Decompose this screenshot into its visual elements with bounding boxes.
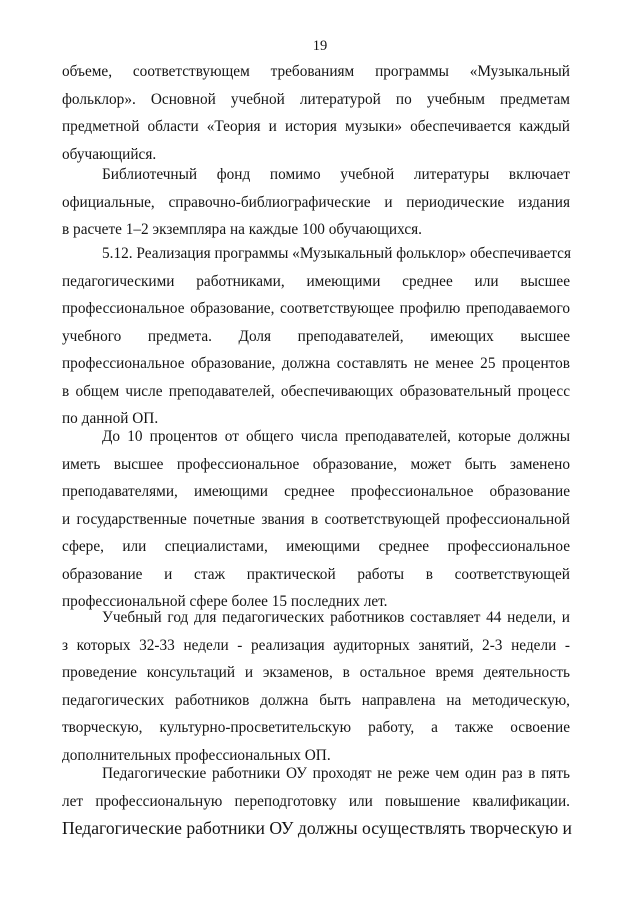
text-line: обучающийся. xyxy=(62,145,157,163)
text-line: 5.12. Реализация программы «Музыкальный фольклор» обеспечивается xyxy=(102,245,571,262)
text-line: педагогическими работниками, имеющими среднее или высшее xyxy=(62,272,570,290)
paragraph-4 xyxy=(62,423,570,616)
text-line: Учебный год для педагогических работников составляет 44 недели, и xyxy=(102,609,570,626)
text-line: профессиональное образование, должна составлять не менее 25 процентов xyxy=(62,355,570,372)
paragraph-2 xyxy=(62,161,570,244)
text-line: учебного предмета. Доля преподавателей, имеющих высшее xyxy=(62,327,570,345)
paragraph-5 xyxy=(62,604,570,769)
text-line: и государственные почетные звания в соответствующей профессиональной xyxy=(62,510,570,528)
text-line: официальные, справочно-библиографические и периодические издания xyxy=(62,193,570,211)
text-line: дополнительных профессиональных ОП. xyxy=(62,746,331,764)
text-line: образование и стаж практической работы в соответствующей xyxy=(62,565,570,583)
text-line: предметной области «Теория и история музыки» обеспечивается каждый xyxy=(62,118,570,135)
text-line: Педагогические работники ОУ должны осуществлять творческую и xyxy=(62,818,572,838)
text-line: иметь высшее профессиональное образование, может быть заменено xyxy=(62,455,570,473)
text-line: в расчете 1–2 экземпляра на каждые 100 обучающихся. xyxy=(62,221,422,238)
text-line: До 10 процентов от общего числа преподавателей, которые должны xyxy=(102,428,570,445)
text-line: Библиотечный фонд помимо учебной литературы включает xyxy=(102,166,570,183)
text-line: профессиональной сфере более 15 последних лет. xyxy=(62,593,388,610)
text-line: проведение консультаций и экзаменов, в остальное время деятельность xyxy=(62,664,570,681)
paragraph-3 xyxy=(62,240,570,433)
text-line: в общем числе преподавателей, обеспечивающих образовательный процесс xyxy=(62,382,570,400)
text-line: сфере, или специалистами, имеющими среднее профессиональное xyxy=(62,538,570,555)
text-line: по данной ОП. xyxy=(62,410,159,427)
text-line: преподавателями, имеющими среднее профессиональное образование xyxy=(62,483,570,500)
paragraph-6 xyxy=(62,760,570,843)
paragraph-1 xyxy=(62,58,570,168)
page-number: 19 xyxy=(312,38,328,54)
text-line: фольклор». Основной учебной литературой по учебным предметам xyxy=(62,90,570,108)
text-line: объеме, соответствующем требованиям программы «Музыкальный xyxy=(62,63,570,80)
text-line: профессиональное образование, соответствующее профилю преподаваемого xyxy=(62,300,570,317)
text-line: лет профессиональную переподготовку или повышение квалификации. xyxy=(62,792,570,810)
text-line: Педагогические работники ОУ проходят не реже чем один раз в пять xyxy=(102,765,570,782)
text-line: педагогических работников должна быть направлена на методическую, xyxy=(62,691,570,709)
text-line: творческую, культурно-просветительскую работу, а также освоение xyxy=(62,719,570,736)
text-line: з которых 32-33 недели - реализация аудиторных занятий, 2-3 недели - xyxy=(62,636,570,654)
